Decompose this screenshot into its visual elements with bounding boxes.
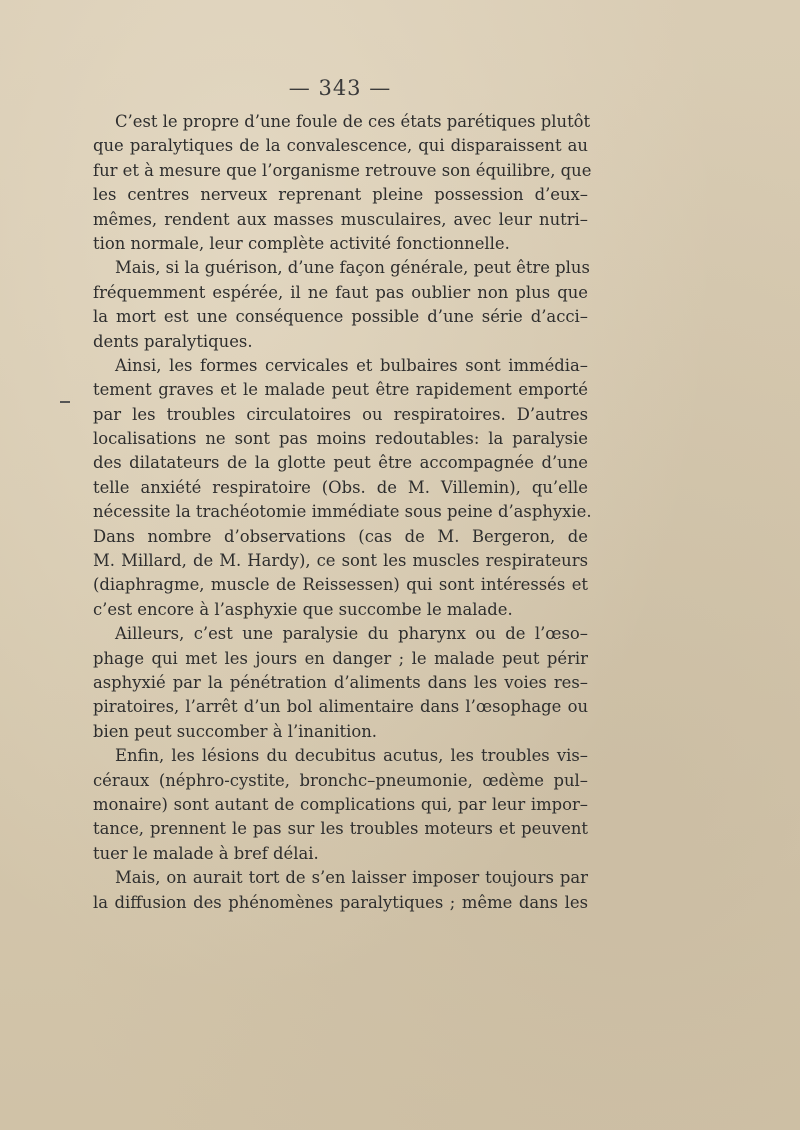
body-text bbox=[93, 110, 592, 915]
text-line: la diffusion des phénomènes paralytiques ; même dans les bbox=[93, 892, 588, 912]
text-line: (diaphragme, muscle de Reissessen) qui sont intéressés et bbox=[93, 575, 588, 595]
text-line: Mais, si la guérison, d’une façon générale, peut être plus bbox=[115, 258, 590, 278]
text-line: tion normale, leur complète activité fonctionnelle. bbox=[93, 233, 510, 253]
text-line: dents paralytiques. bbox=[93, 331, 253, 351]
text-line: fréquemment espérée, il ne faut pas oublier non plus que bbox=[93, 282, 588, 302]
text-line: par les troubles circulatoires ou respiratoires. D’autres bbox=[93, 404, 588, 424]
text-line: céraux (néphro-cystite, bronchc–pneumonie, œdème pul– bbox=[93, 770, 588, 790]
text-line: phage qui met les jours en danger ; le malade peut périr bbox=[93, 648, 588, 668]
text-line: fur et à mesure que l’organisme retrouve son équilibre, que bbox=[93, 160, 592, 180]
text-line: tance, prennent le pas sur les troubles moteurs et peuvent bbox=[93, 819, 588, 839]
text-line: c’est encore à l’asphyxie que succombe le malade. bbox=[93, 599, 513, 619]
margin-mark bbox=[60, 401, 70, 403]
text-line: Enfin, les lésions du decubitus acutus, les troubles vis– bbox=[115, 746, 588, 766]
text-line: localisations ne sont pas moins redoutables: la paralysie bbox=[93, 429, 588, 449]
text-line: monaire) sont autant de complications qui, par leur impor– bbox=[93, 794, 588, 814]
text-line: piratoires, l’arrêt d’un bol alimentaire dans l’œsophage ou bbox=[93, 697, 588, 717]
text-line: tuer le malade à bref délai. bbox=[93, 843, 319, 863]
text-line: M. Millard, de M. Hardy), ce sont les muscles respirateurs bbox=[93, 551, 588, 571]
text-line: Ailleurs, c’est une paralysie du pharynx ou de l’œso– bbox=[115, 624, 588, 644]
text-line: Dans nombre d’observations (cas de M. Bergeron, de bbox=[93, 526, 588, 546]
text-line: telle anxiété respiratoire (Obs. de M. Villemin), qu’elle bbox=[93, 477, 588, 497]
text-line: nécessite la trachéotomie immédiate sous peine d’asphyxie. bbox=[93, 502, 592, 522]
page-number: — 343 — bbox=[288, 76, 392, 100]
text-line: C’est le propre d’une foule de ces états parétiques plutôt bbox=[115, 112, 591, 131]
text-line: asphyxié par la pénétration d’aliments dans les voies res– bbox=[93, 672, 588, 692]
text-line: Ainsi, les formes cervicales et bulbaires sont immédia– bbox=[115, 355, 588, 375]
text-line: bien peut succomber à l’inanition. bbox=[93, 721, 377, 741]
text-line: tement graves et le malade peut être rapidement emporté bbox=[93, 380, 588, 400]
text-line: mêmes, rendent aux masses musculaires, avec leur nutri– bbox=[93, 209, 588, 229]
text-line: des dilatateurs de la glotte peut être accompagnée d’une bbox=[93, 453, 588, 473]
text-line: la mort est une conséquence possible d’une série d’acci– bbox=[93, 307, 588, 327]
text-line: que paralytiques de la convalescence, qui disparaissent au bbox=[93, 136, 588, 156]
text-line: les centres nerveux reprenant pleine possession d’eux– bbox=[93, 185, 588, 205]
text-line: Mais, on aurait tort de s’en laisser imposer toujours par bbox=[115, 868, 588, 888]
